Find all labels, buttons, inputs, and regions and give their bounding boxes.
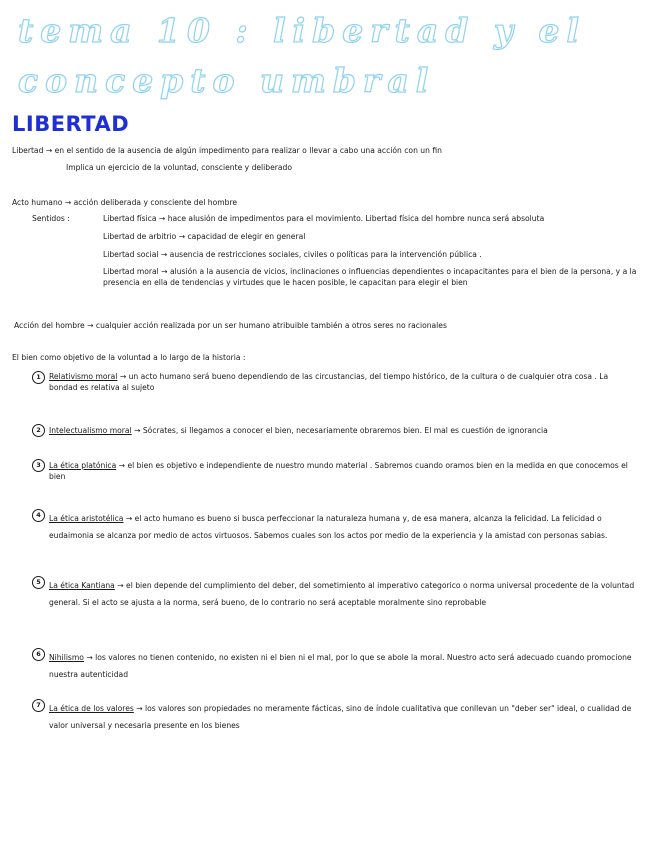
list-number: 3 bbox=[32, 459, 45, 472]
sentido-item: Libertad moral → alusión a la ausencia de vicios, inclinaciones o influencias dependientes o incapacitantes para el bien de la persona, y a la presencia en ella de tendencias y virtudes que le hacen posible, le capacitan para elegir el bien bbox=[103, 267, 637, 287]
list-item-text: → un acto humano será bueno dependiendo de las circustancias, del tiempo histórico, de la cultura o de cualquier otra cosa . La bondad es relativa al sujeto bbox=[49, 372, 609, 392]
list-item bbox=[49, 510, 643, 544]
list-item-text: → el bien depende del cumplimiento del deber, del sometimiento al imperativo categorico o norma universal procedente de la voluntad general. Si el acto se ajusta a la norma, será bueno, de lo contrario no será aceptable moralmente sino reprobable bbox=[49, 581, 635, 607]
list-item-term: La ética aristotélica bbox=[49, 514, 124, 523]
list-number: 1 bbox=[32, 371, 45, 384]
list-item-text: → Sócrates, si llegamos a conocer el bien, necesariamente obraremos bien. El mal es cuestión de ignorancia bbox=[131, 426, 548, 435]
libertad-definition: Libertad → en el sentido de la ausencia de algún impedimento para realizar o llevar a cabo una acción con un fin bbox=[12, 146, 442, 155]
list-item-term: Intelectualismo moral bbox=[49, 426, 132, 435]
list-item-text: → los valores son propiedades no meramente fácticas, sino de índole cualitativa que conllevan un "deber ser" ideal, o cualidad de valor universal y necesaria presente en los bienes bbox=[49, 704, 632, 730]
list-number: 4 bbox=[32, 509, 45, 522]
page-title: tema 10 : libertad y el concepto umbral bbox=[18, 11, 587, 100]
list-item bbox=[49, 460, 639, 482]
list-item bbox=[49, 700, 643, 734]
list-item bbox=[49, 425, 639, 436]
list-item-term: Relativismo moral bbox=[49, 372, 118, 381]
list-number: 2 bbox=[32, 424, 45, 437]
list-item bbox=[49, 371, 639, 393]
acto-humano: Acto humano → acción deliberada y consciente del hombre bbox=[12, 198, 238, 207]
list-item-term: La ética platónica bbox=[49, 461, 117, 470]
list-item-text: → los valores no tienen contenido, no existen ni el bien ni el mal, por lo que se abole la moral. Nuestro acto será adecuado cuando promocione nuestra autenticidad bbox=[49, 653, 632, 679]
list-item bbox=[49, 577, 643, 611]
sentido-item: Libertad de arbitrio → capacidad de elegir en general bbox=[103, 232, 306, 241]
list-item-term: Nihilismo bbox=[49, 653, 84, 662]
accion-hombre: Acción del hombre → cualquier acción realizada por un ser humano atribuible también a otros seres no racionales bbox=[14, 321, 447, 330]
sentido-item: Libertad física → hace alusión de impedimentos para el movimiento. Libertad física del hombre nunca será absoluta bbox=[103, 214, 545, 223]
bien-intro: El bien como objetivo de la voluntad a lo largo de la historia : bbox=[12, 353, 246, 362]
list-item-text: → el bien es objetivo e independiente de nuestro mundo material . Sabremos cuando oramos bien en la medida en que conocemos el bien bbox=[49, 461, 628, 481]
list-number: 5 bbox=[32, 576, 45, 589]
list-number: 7 bbox=[32, 699, 45, 712]
sentido-item: Libertad social → ausencia de restricciones sociales, civiles o políticas para la intervención pública . bbox=[103, 250, 482, 259]
sentidos-label: Sentidos : bbox=[32, 214, 70, 223]
section-heading: LIBERTAD bbox=[12, 112, 130, 136]
list-item bbox=[49, 649, 639, 683]
list-item-term: La ética de los valores bbox=[49, 704, 134, 713]
list-number: 6 bbox=[32, 648, 45, 661]
libertad-definition-line2: Implica un ejercicio de la voluntad, consciente y deliberado bbox=[66, 163, 293, 172]
list-item-text: → el acto humano es bueno si busca perfeccionar la naturaleza humana y, de esa manera, alcanza la felicidad. La felicidad o eudaimonia se alcanza por medio de actos virtuosos. Sabemos cuales son los actos por medio de la experiencia y la amistad con personas sabias. bbox=[49, 514, 608, 540]
list-item-term: La ética Kantiana bbox=[49, 581, 115, 590]
